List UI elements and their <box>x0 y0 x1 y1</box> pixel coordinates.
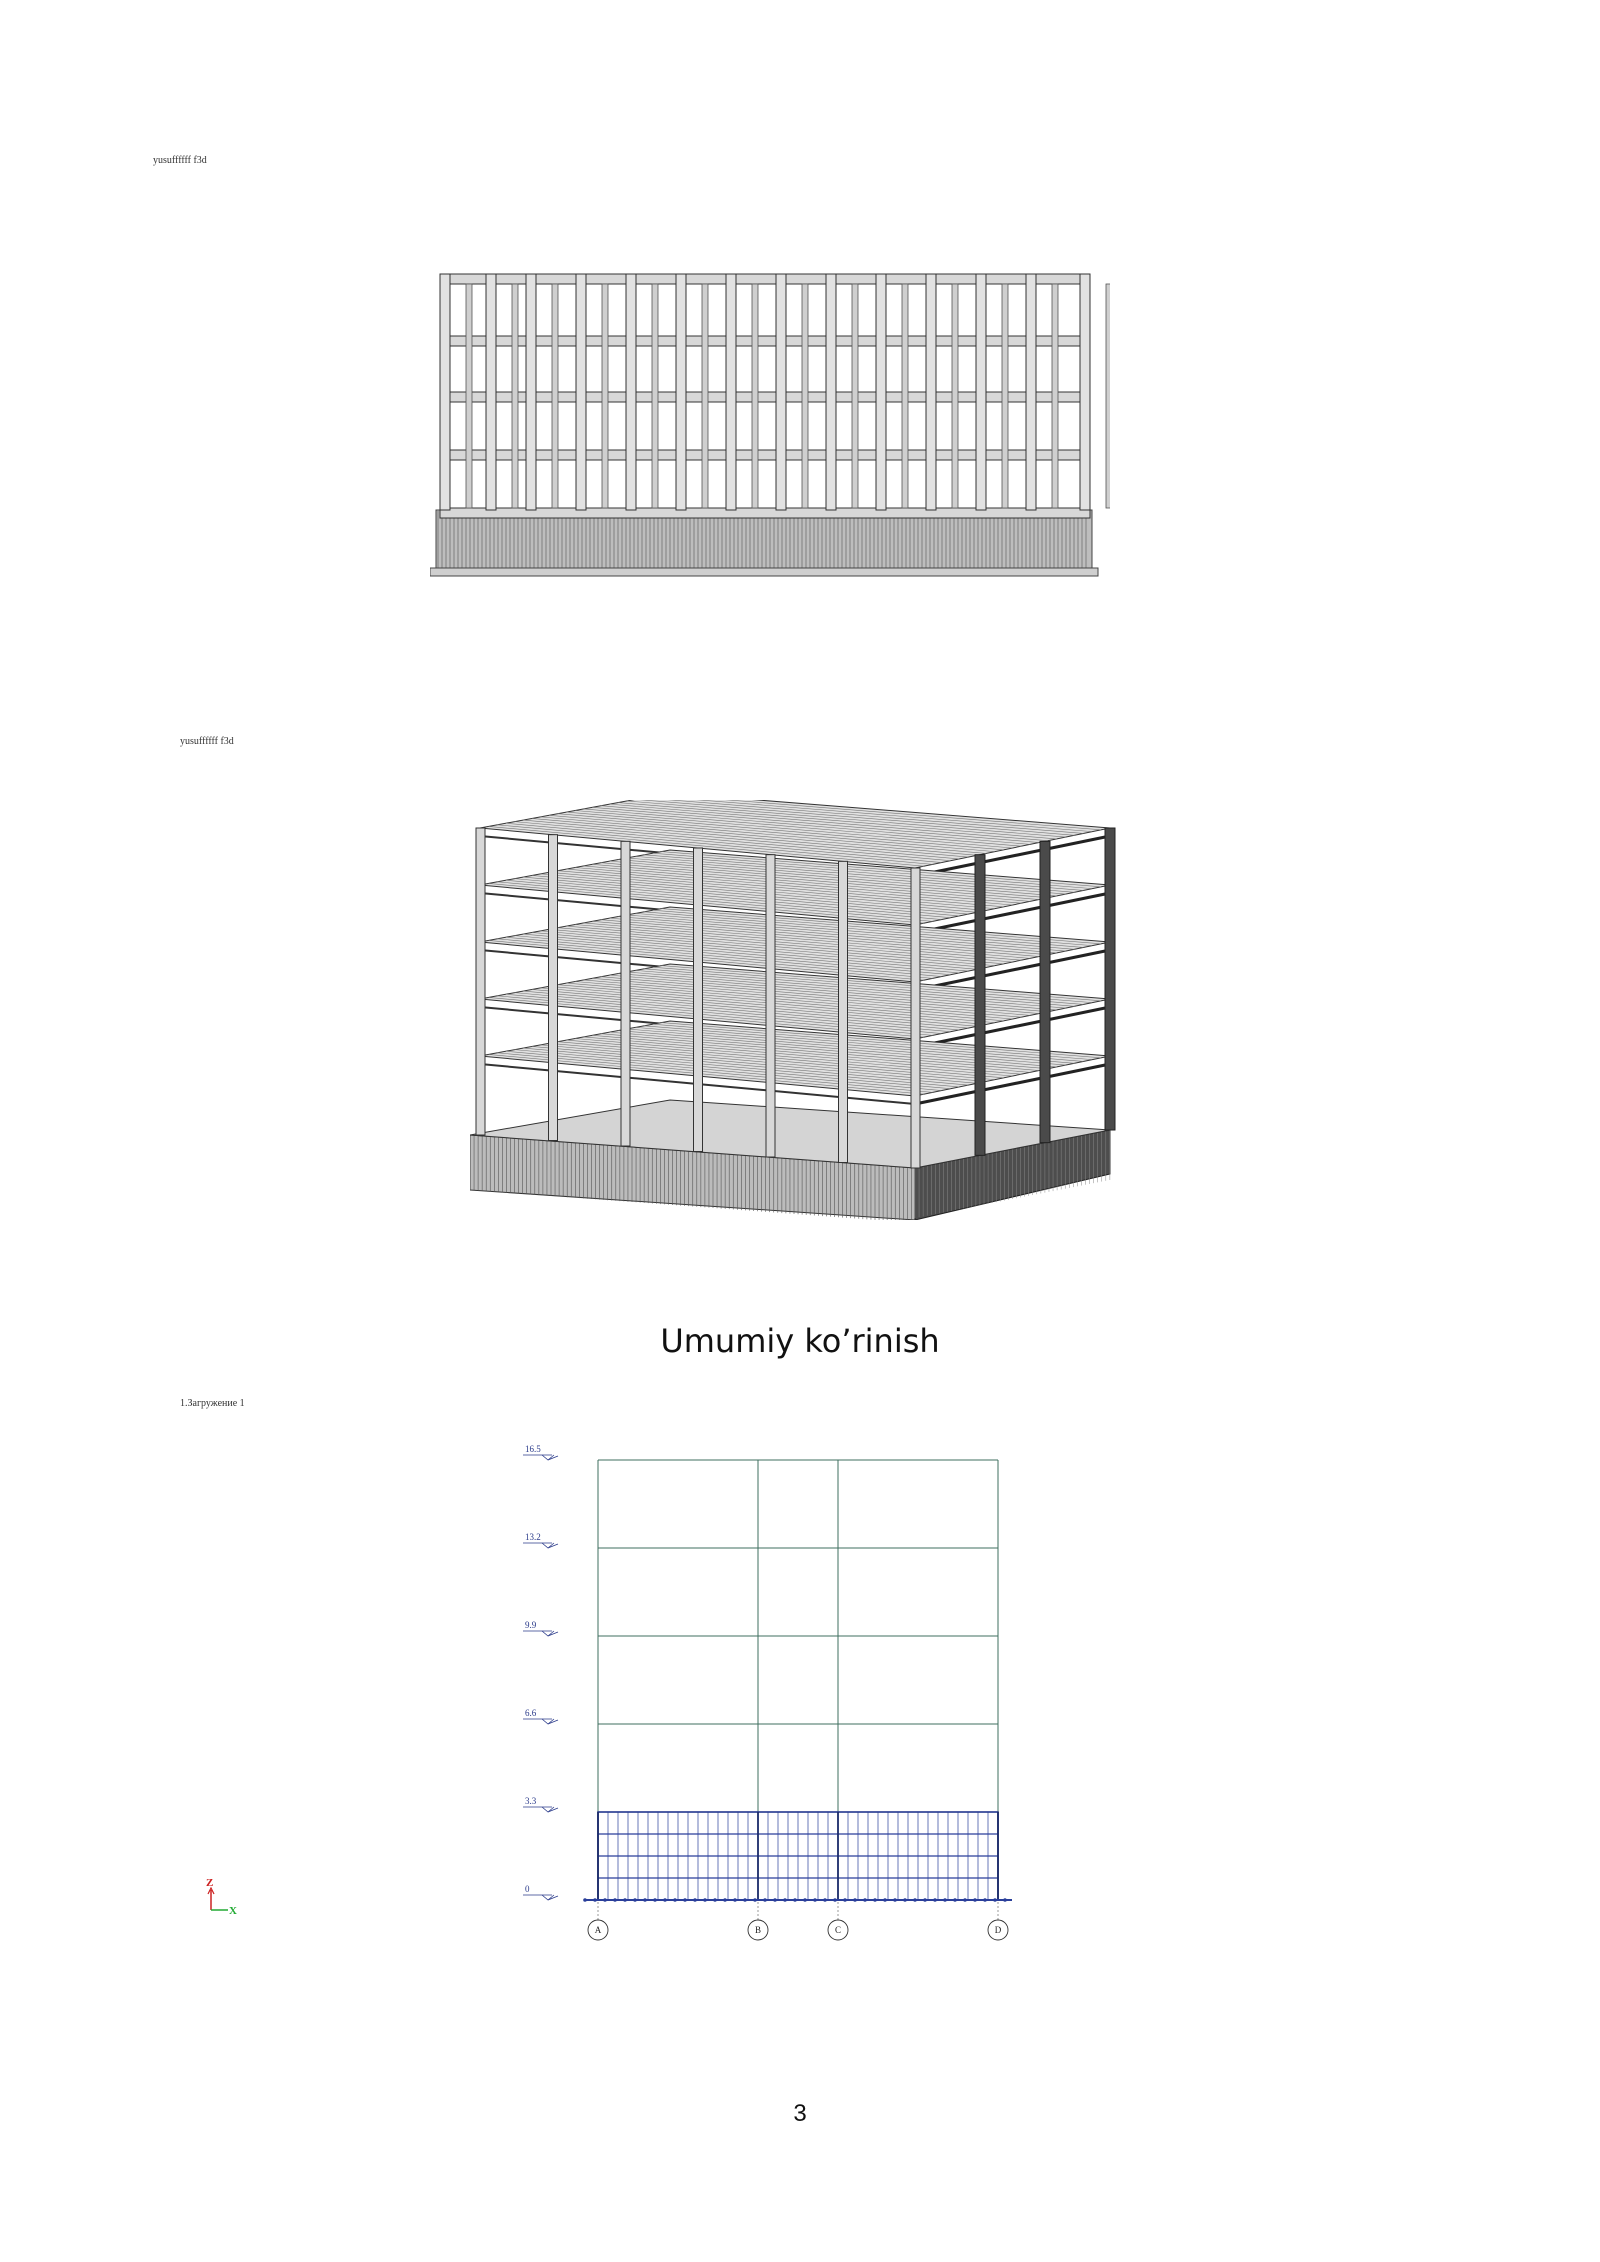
level-arrow <box>542 1719 554 1724</box>
axis-bubble-label: B <box>754 1925 762 1935</box>
coordinate-axes-icon <box>206 1877 237 1917</box>
page-number: 3 <box>793 2100 807 2127</box>
axis-bubble-label: C <box>834 1925 842 1935</box>
axis-x-label: X <box>229 1905 237 1917</box>
frame-iso-model <box>470 800 1115 1220</box>
level-arrow <box>542 1455 554 1460</box>
axis-bubble-label: D <box>994 1925 1002 1935</box>
frame-front-model <box>430 274 1110 576</box>
level-arrow <box>542 1807 554 1812</box>
figure-caption: Umumiy ko’rinish <box>660 1322 940 1360</box>
level-label: 16.5 <box>525 1444 541 1454</box>
level-arrow <box>542 1631 554 1636</box>
foundation-mesh <box>583 1812 1012 1902</box>
level-label: 6.6 <box>525 1708 537 1718</box>
frame-grid <box>598 1460 998 1812</box>
grid-axis-markers <box>588 1902 1008 1940</box>
level-markers <box>523 1444 558 1900</box>
figure-1-label: yusuffffff f3d <box>153 155 207 166</box>
level-arrow <box>542 1543 554 1548</box>
level-label: 13.2 <box>525 1532 541 1542</box>
frame-isometric-view-image <box>470 800 1130 1220</box>
level-label: 0 <box>525 1884 530 1894</box>
level-label: 9.9 <box>525 1620 537 1630</box>
frame-front-view-image <box>430 270 1110 590</box>
axis-bubble-label: A <box>594 1925 602 1935</box>
axis-z-label: Z <box>206 1877 214 1889</box>
level-label: 3.3 <box>525 1796 537 1806</box>
figure-2-label: yusuffffff f3d <box>180 736 234 747</box>
level-arrow <box>542 1895 554 1900</box>
frame-elevation-diagram <box>180 1420 1080 1960</box>
figure-3-label: 1.Загружение 1 <box>180 1398 245 1409</box>
